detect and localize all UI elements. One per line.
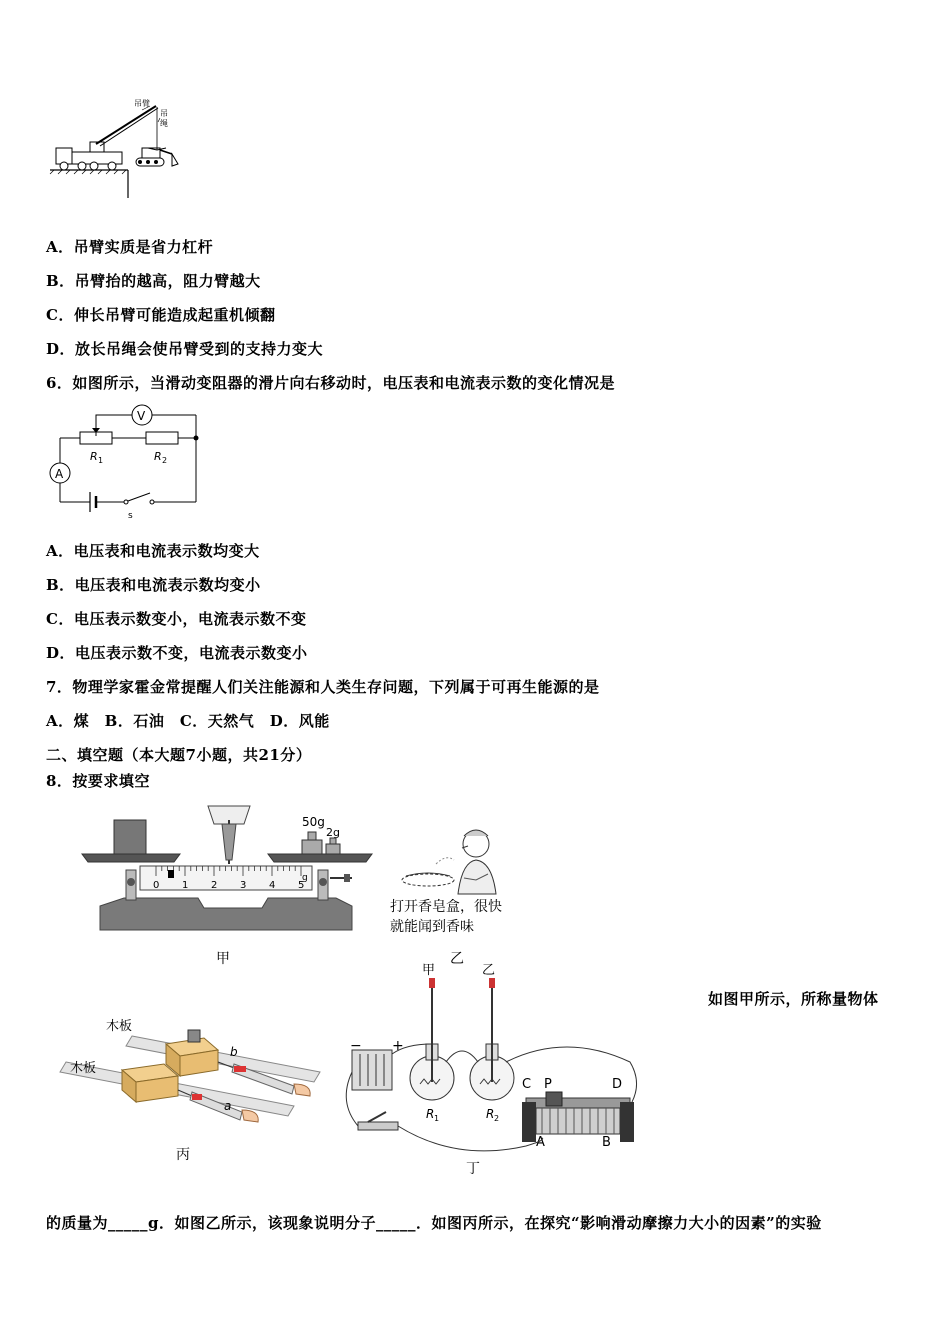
- caption-jia: 甲: [216, 951, 230, 967]
- scale-unit: g: [302, 873, 308, 883]
- switch-label: s: [128, 511, 133, 521]
- q5-option-a: A．吊臂实质是省力杠杆: [46, 238, 214, 256]
- rheo-d: D: [612, 1077, 623, 1092]
- switch-symbol: [128, 493, 150, 501]
- object-block: [114, 820, 146, 854]
- scale-tick-label: 0: [153, 880, 160, 891]
- joule-figure: [336, 962, 656, 1177]
- q6-stem: 6．如图所示，当滑动变阻器的滑片向右移动时，电压表和电流表示数的变化情况是: [46, 374, 615, 392]
- crane-rope-label-2: 绳: [160, 119, 168, 128]
- q8-bottom-text: 的质量为_____g．如图乙所示，该现象说明分子_____．如图丙所示，在探究“影响滑动摩擦力大小的因素”的实验: [46, 1214, 822, 1232]
- rheostat-coil: [536, 1108, 620, 1134]
- r1-label: R: [90, 450, 98, 463]
- battery-minus: −: [350, 1038, 362, 1054]
- rheo-a: A: [536, 1135, 545, 1150]
- q5-option-c: C．伸长吊臂可能造成起重机倾翻: [46, 306, 276, 324]
- q5-option-d: D．放长吊绳会使吊臂受到的支持力变大: [46, 340, 324, 358]
- q7-options: A．煤 B．石油 C．天然气 D．风能: [46, 712, 330, 730]
- caption-ding: 丁: [466, 1161, 480, 1177]
- flask-r1-sub: 1: [434, 1114, 440, 1123]
- caption-yi: 乙: [450, 951, 464, 967]
- scale-tick-label: 4: [269, 880, 276, 891]
- crane-figure: [48, 92, 188, 202]
- flask-r2-label: R: [486, 1107, 495, 1121]
- q7-stem: 7．物理学家霍金常提醒人们关注能源和人类生存问题，下列属于可再生能源的是: [46, 678, 600, 696]
- q6-option-b: B．电压表和电流表示数均变小: [46, 576, 261, 594]
- q8-right-text: 如图甲所示，所称量物体: [708, 990, 879, 1008]
- friction-figure: [58, 1010, 328, 1140]
- soap-box: [402, 874, 454, 886]
- soap-figure: [392, 824, 512, 896]
- rheostat-slider: [546, 1092, 562, 1106]
- q8-stem: 8．按要求填空: [46, 772, 150, 790]
- flask-r1-label: R: [426, 1107, 435, 1121]
- weight-2g-label: 2g: [326, 826, 340, 839]
- rider: [168, 870, 174, 878]
- q6-option-a: A．电压表和电流表示数均变大: [46, 542, 260, 560]
- voltmeter-label: V: [137, 409, 146, 423]
- caption-bing: 丙: [176, 1147, 190, 1163]
- ammeter-label: A: [55, 467, 64, 481]
- weight-on-block: [188, 1030, 200, 1042]
- weight-50g-label: 50g: [302, 815, 325, 829]
- q6-option-c: C．电压表示数变小，电流表示数不变: [46, 610, 307, 628]
- soap-text-1: 打开香皂盒，很快: [390, 899, 502, 915]
- scale-tick-label: 3: [240, 880, 247, 891]
- r2-label: R: [154, 450, 162, 463]
- scale-tick-label: 1: [182, 880, 189, 891]
- scale-tick-label: 2: [211, 880, 218, 891]
- flask-jia-label: 甲: [422, 963, 436, 978]
- label-a: a: [224, 1099, 232, 1113]
- battery: [352, 1050, 392, 1090]
- weight-2g: [326, 844, 340, 854]
- r2-resistor: [146, 432, 178, 444]
- switch: [358, 1122, 398, 1130]
- r1-sub: 1: [98, 456, 104, 465]
- board2-label: 木板: [70, 1061, 97, 1076]
- rheo-c: C: [522, 1077, 532, 1092]
- weight-50g: [302, 840, 322, 854]
- label-b: b: [230, 1045, 238, 1059]
- q6-circuit-diagram: [44, 400, 209, 522]
- battery-plus: +: [392, 1038, 404, 1054]
- crane-arm-label: 吊臂: [134, 99, 150, 108]
- flask-r2-sub: 2: [494, 1114, 500, 1123]
- scale-tick-label: 5: [298, 880, 305, 891]
- r2-sub: 2: [162, 456, 168, 465]
- section-heading: 二、填空题（本大题7小题，共21分）: [46, 746, 312, 764]
- rheo-b: B: [602, 1135, 611, 1150]
- soap-text-2: 就能闻到香味: [390, 919, 474, 935]
- balance-figure: [80, 798, 380, 938]
- board1-label: 木板: [106, 1019, 133, 1034]
- rheo-p: P: [544, 1077, 552, 1092]
- q5-option-b: B．吊臂抬的越高，阻力臂越大: [46, 272, 261, 290]
- q6-option-d: D．电压表示数不变，电流表示数变小: [46, 644, 308, 662]
- flask-yi-label: 乙: [482, 963, 496, 978]
- crane-rope-label-1: 吊: [160, 109, 168, 118]
